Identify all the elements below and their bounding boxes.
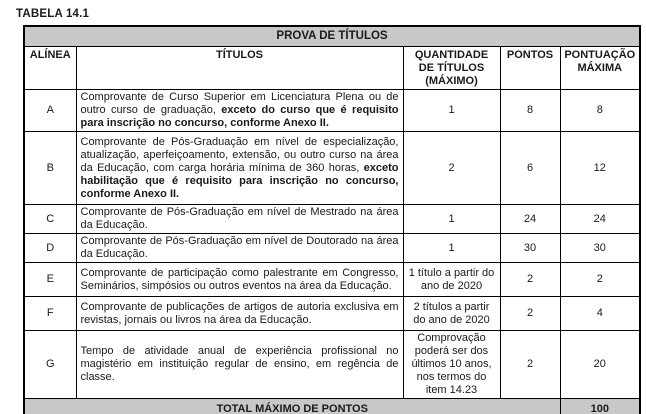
row-pontuacao-maxima: 12 (560, 132, 640, 205)
titulo-text: Comprovante de Pós-Graduação em nível de especialização, atualização, aperfeiçoamento, extensão, ou outro curso na área da Educação, com carga horária mínima de 360 horas, (80, 135, 399, 174)
row-pontos: 2 (500, 263, 560, 297)
row-pontos: 2 (500, 297, 560, 331)
row-alinea: A (24, 90, 76, 132)
column-header-alinea: ALÍNEA (24, 47, 76, 90)
document-page (0, 8, 646, 414)
table-row (24, 234, 640, 263)
row-titulo (76, 205, 403, 234)
row-alinea: E (24, 263, 76, 297)
row-quantidade: Comprovação poderá ser dos últimos 10 anos, nos termos do item 14.23 (403, 331, 500, 399)
row-alinea: F (24, 297, 76, 331)
table-head (24, 26, 640, 90)
table-caption: TABELA 14.1 (16, 8, 90, 20)
row-quantidade: 1 (403, 205, 500, 234)
row-pontuacao-maxima: 2 (560, 263, 640, 297)
row-pontuacao-maxima: 8 (560, 90, 640, 132)
row-pontuacao-maxima: 20 (560, 331, 640, 399)
prova-de-titulos-table (23, 25, 641, 414)
table-row (24, 132, 640, 205)
row-quantidade: 2 títulos a partir do ano de 2020 (403, 297, 500, 331)
titulo-text: Tempo de atividade anual de experiência profissional no magistério em instituição regular de ensino, em regência de classe. (80, 345, 399, 383)
row-titulo (76, 263, 403, 297)
row-quantidade: 1 (403, 234, 500, 263)
column-header-pontos: PONTOS (500, 47, 560, 90)
table-title: PROVA DE TÍTULOS (24, 26, 640, 47)
column-header-titulos: TÍTULOS (76, 47, 403, 90)
table-row (24, 331, 640, 399)
row-pontos: 24 (500, 205, 560, 234)
row-titulo (76, 234, 403, 263)
row-pontos: 8 (500, 90, 560, 132)
row-pontuacao-maxima: 4 (560, 297, 640, 331)
column-header-pontuacao-maxima: PONTUAÇÃO MÁXIMA (560, 47, 640, 90)
total-value: 100 (560, 399, 640, 414)
row-pontos: 30 (500, 234, 560, 263)
table-title-row (24, 26, 640, 47)
row-quantidade: 2 (403, 132, 500, 205)
titulo-text: Comprovante de Pós-Graduação em nível de Doutorado na área da Educação. (80, 235, 399, 260)
row-titulo (76, 90, 403, 132)
row-pontuacao-maxima: 30 (560, 234, 640, 263)
table-row (24, 297, 640, 331)
table-row (24, 263, 640, 297)
titulo-text-bold: exceto do curso que é requisito para inscrição no concurso, conforme Anexo II. (80, 104, 399, 129)
table-row (24, 90, 640, 132)
row-pontos: 6 (500, 132, 560, 205)
total-label: TOTAL MÁXIMO DE PONTOS (24, 399, 560, 414)
titulo-text: Comprovante de participação como palestrante em Congresso, Seminários, simpósios ou outros eventos na área da Educação. (80, 266, 399, 292)
row-titulo (76, 297, 403, 331)
row-quantidade: 1 título a partir do ano de 2020 (403, 263, 500, 297)
titulo-text: Comprovante de Curso Superior em Licenciatura Plena ou de outro curso de graduação, (80, 91, 399, 116)
row-alinea: D (24, 234, 76, 263)
table-row (24, 205, 640, 234)
row-alinea: G (24, 331, 76, 399)
titulo-text-bold: exceto habilitação que é requisito para inscrição no concurso, conforme Anexo II. (80, 161, 399, 200)
table-body (24, 90, 640, 399)
row-alinea: B (24, 132, 76, 205)
row-alinea: C (24, 205, 76, 234)
column-header-quantidade: QUANTIDADE DE TÍTULOS (MÁXIMO) (403, 47, 500, 90)
row-pontos: 2 (500, 331, 560, 399)
titulo-text: Comprovante de publicações de artigos de autoria exclusiva em revistas, jornais ou livros na área da Educação. (80, 300, 399, 326)
titulo-text: Comprovante de Pós-Graduação em nível de Mestrado na área da Educação. (80, 206, 399, 231)
column-header-row (24, 47, 640, 90)
row-titulo (76, 132, 403, 205)
total-row (24, 399, 640, 414)
row-pontuacao-maxima: 24 (560, 205, 640, 234)
row-quantidade: 1 (403, 90, 500, 132)
row-titulo (76, 331, 403, 399)
table-foot (24, 399, 640, 414)
